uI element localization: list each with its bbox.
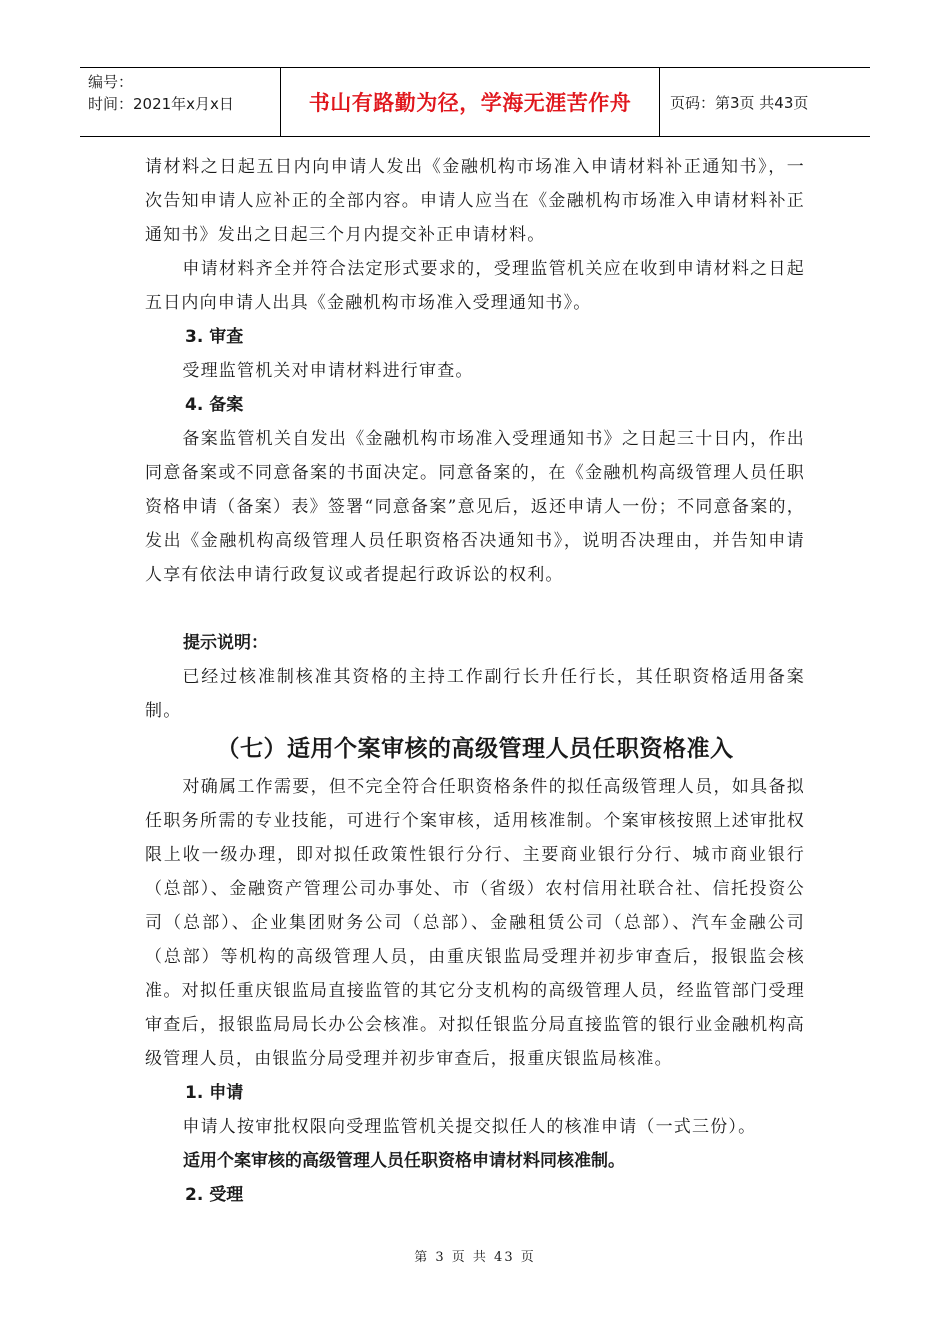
paragraph: 对确属工作需要，但不完全符合任职资格条件的拟任高级管理人员，如具备拟任职务所需的专业技能，可进行个案审核，适用核准制。个案审核按照上述审批权限上收一级办理，即对拟任政策性银行分行、主要商业银行分行、城市商业银行（总部）、金融资产管理公司办事处、市（省级）农村信用社联合社、信托投资公司（总部）、企业集团财务公司（总部）、金融租赁公司（总部）、汽车金融公司（总部）等机构的高级管理人员，由重庆银监局受理并初步审查后，报银监会核准。对拟任重庆银监局直接监管的其它分支机构的高级管理人员，经监管部门受理审查后，报银监局局长办公会核准。对拟任银监分局直接监管的银行业金融机构高级管理人员，由银监分局受理并初步审查后，报重庆银监局核准。: [145, 777, 805, 1069]
paragraph: 申请人按审批权限向受理监管机关提交拟任人的核准申请（一式三份）。: [182, 1117, 757, 1137]
paragraph: 申请材料齐全并符合法定形式要求的，受理监管机关应在收到申请材料之日起五日内向申请人出具《金融机构市场准入受理通知书》。: [145, 259, 805, 313]
subheading-accept: 2. 受理: [185, 1185, 244, 1205]
number-label: 编号：: [88, 73, 134, 91]
subheading-review: 3. 审查: [185, 327, 244, 347]
header-meta: [80, 68, 280, 136]
page-footer: 第 3 页 共 43 页: [414, 1250, 536, 1265]
header-page-label: 页码：第3页 共43页: [670, 93, 809, 112]
subheading-filing: 4. 备案: [185, 395, 244, 415]
document-body: [145, 150, 805, 1212]
header-motto: 书山有路勤为径，学海无涯苦作舟: [280, 68, 660, 136]
paragraph: 备案监管机关自发出《金融机构市场准入受理通知书》之日起三十日内，作出同意备案或不同意备案的书面决定。同意备案的，在《金融机构高级管理人员任职资格申请（备案）表》签署“同意备案”意见后，返还申请人一份；不同意备案的，发出《金融机构高级管理人员任职资格否决通知书》，说明否决理由，并告知申请人享有依法申请行政复议或者提起行政诉讼的权利。: [145, 429, 805, 585]
tip-title: 提示说明：: [183, 633, 268, 653]
header-table: [80, 67, 870, 137]
subheading-apply: 1. 申请: [185, 1083, 244, 1103]
section-title: （七）适用个案审核的高级管理人员任职资格准入: [216, 736, 734, 762]
time-label: 时间：2021年x月x日: [88, 95, 234, 113]
paragraph: 受理监管机关对申请材料进行审查。: [182, 361, 474, 381]
spacer: [145, 592, 805, 626]
tip-text: 已经过核准制核准其资格的主持工作副行长升任行长，其任职资格适用备案制。: [145, 667, 805, 721]
paragraph: 请材料之日起五日内向申请人发出《金融机构市场准入申请材料补正通知书》，一次告知申请人应补正的全部内容。申请人应当在《金融机构市场准入申请材料补正通知书》发出之日起三个月内提交补正申请材料。: [145, 157, 805, 245]
bold-note: 适用个案审核的高级管理人员任职资格申请材料同核准制。: [183, 1151, 625, 1171]
